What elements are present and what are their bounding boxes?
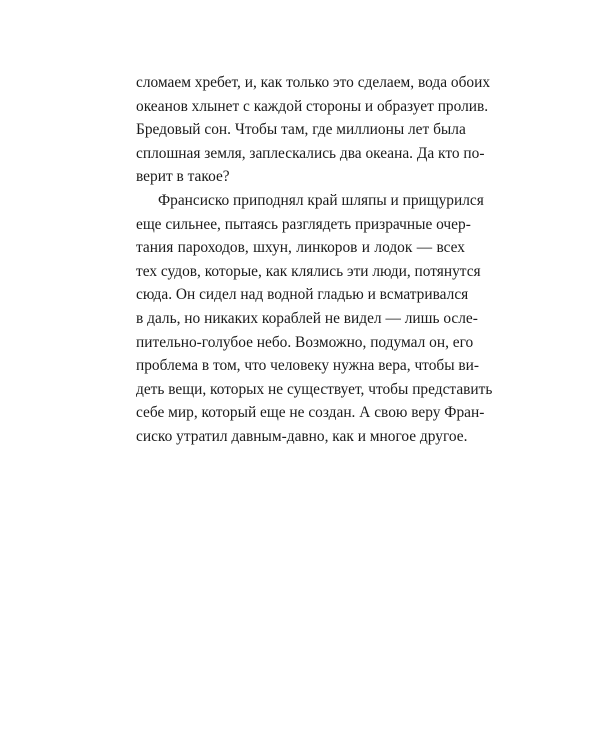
text-line: сломаем хребет, и, как только это сделаем, вода обоих [136, 74, 491, 91]
text-line: океанов хлынет с каждой стороны и образует пролив. [136, 97, 489, 115]
text-line: себе мир, который еще не создан. А свою веру Фран- [136, 404, 485, 422]
text-line: Франсиско приподнял край шляпы и прищурился [158, 191, 484, 209]
text-line: еще сильнее, пытаясь разглядеть призрачные очер- [136, 215, 471, 233]
text-line: проблема в том, что человеку нужна вера, чтобы ви- [136, 357, 480, 375]
text-line: тех судов, которые, как клялись эти люди, потянутся [136, 262, 481, 280]
text-line: Бредовый сон. Чтобы там, где миллионы лет была [136, 121, 466, 139]
text-line: верит в такое? [136, 168, 230, 186]
text-line: сюда. Он сидел над водной гладью и всматривался [136, 286, 469, 304]
body-text [136, 71, 493, 449]
text-line: сиско утратил давным-давно, как и многое другое. [136, 427, 468, 445]
text-line: тания пароходов, шхун, линкоров и лодок — всех [136, 239, 465, 257]
text-line: сплошная земля, заплескались два океана. Да кто по- [136, 144, 485, 162]
text-line: пительно-голубое небо. Возможно, подумал он, его [136, 333, 474, 351]
paragraph-2 [136, 189, 493, 449]
paragraph-1 [136, 71, 491, 189]
text-line: в даль, но никаких кораблей не видел — лишь осле- [136, 309, 478, 327]
text-line: деть вещи, которых не существует, чтобы представить [136, 380, 493, 398]
